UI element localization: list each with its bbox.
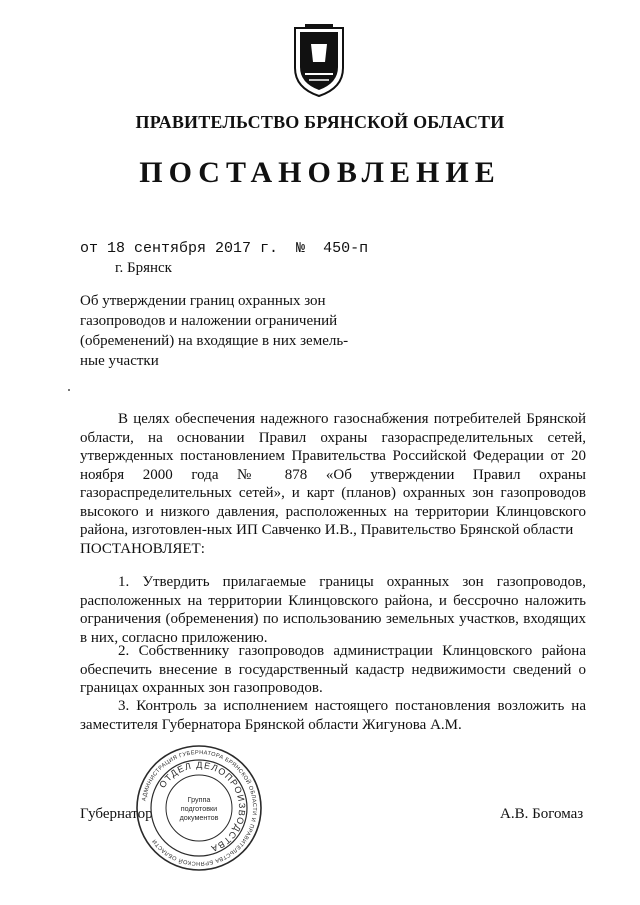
item-3: 3. Контроль за исполнением настоящего постановления возложить на заместителя Губернатора Брянской области Жигунова А.М.: [80, 698, 586, 733]
government-name: ПРАВИТЕЛЬСТВО БРЯНСКОЙ ОБЛАСТИ: [135, 112, 505, 132]
document-number: 450-п: [323, 240, 369, 257]
stamp-center-line: документов: [179, 813, 219, 822]
signer-name: А.В. Богомаз: [500, 806, 584, 822]
subject-line: ные участки: [80, 353, 159, 369]
preamble-paragraph: В целях обеспечения надежного газоснабжения потребителей Брянской области, на основании Правил охраны газораспределительных сетей, утвержденных постановлением Правительства Российской Федерации от 20 ноября 2000 года № 878 «Об утверждении Правил охраны газораспределительных сетей», и карт (планов) охранных зон газопроводов высокого и низкого давления, расположенных на территории Клинцовского района, изготовлен-ных ИП Савченко И.В., Правительство Брянской области: [80, 411, 586, 538]
subject-line: Об утверждении границ охранных зон: [80, 293, 326, 309]
stamp-inner-text: ОТДЕЛ ДЕЛОПРОИЗВОДСТВА: [157, 759, 248, 855]
scan-speck: [68, 389, 70, 391]
subject-line: газопроводов и наложении ограничений: [80, 313, 338, 329]
stamp-outer-text: АДМИНИСТРАЦИЯ ГУБЕРНАТОРА БРЯНСКОЙ ОБЛАСТИ И ПРАВИТЕЛЬСТВА БРЯНСКОЙ ОБЛАСТИ: [141, 749, 258, 867]
item-1: 1. Утвердить прилагаемые границы охранных зон газопроводов, расположенных на территории Клинцовского района, и бессрочно наложить ограничения (обременения) по использованию земельных участков, входящих в них, согласно приложению.: [80, 574, 586, 646]
city: г. Брянск: [115, 260, 172, 276]
document-subject: [80, 291, 352, 371]
number-sign: №: [296, 240, 306, 257]
signer-position: Губернатор: [80, 806, 153, 822]
subject-line: (обременений) на входящие в них земель-: [80, 333, 349, 349]
coat-of-arms-icon: [291, 22, 347, 98]
date-prefix: от: [80, 240, 99, 257]
office-stamp: [133, 742, 265, 874]
item-2: 2. Собственнику газопроводов администрации Клинцовского района обеспечить внесение в государственный кадастр недвижимости сведений о границах охранных зон газопроводов.: [80, 643, 586, 696]
document-date: 18 сентября 2017 г.: [107, 240, 279, 257]
date-number-line: [80, 240, 368, 257]
decree-word: ПОСТАНОВЛЯЕТ:: [80, 541, 205, 557]
stamp-center-line: подготовки: [180, 804, 218, 813]
stamp-center-line: Группа: [187, 795, 211, 804]
document-title: ПОСТАНОВЛЕНИЕ: [139, 156, 501, 189]
